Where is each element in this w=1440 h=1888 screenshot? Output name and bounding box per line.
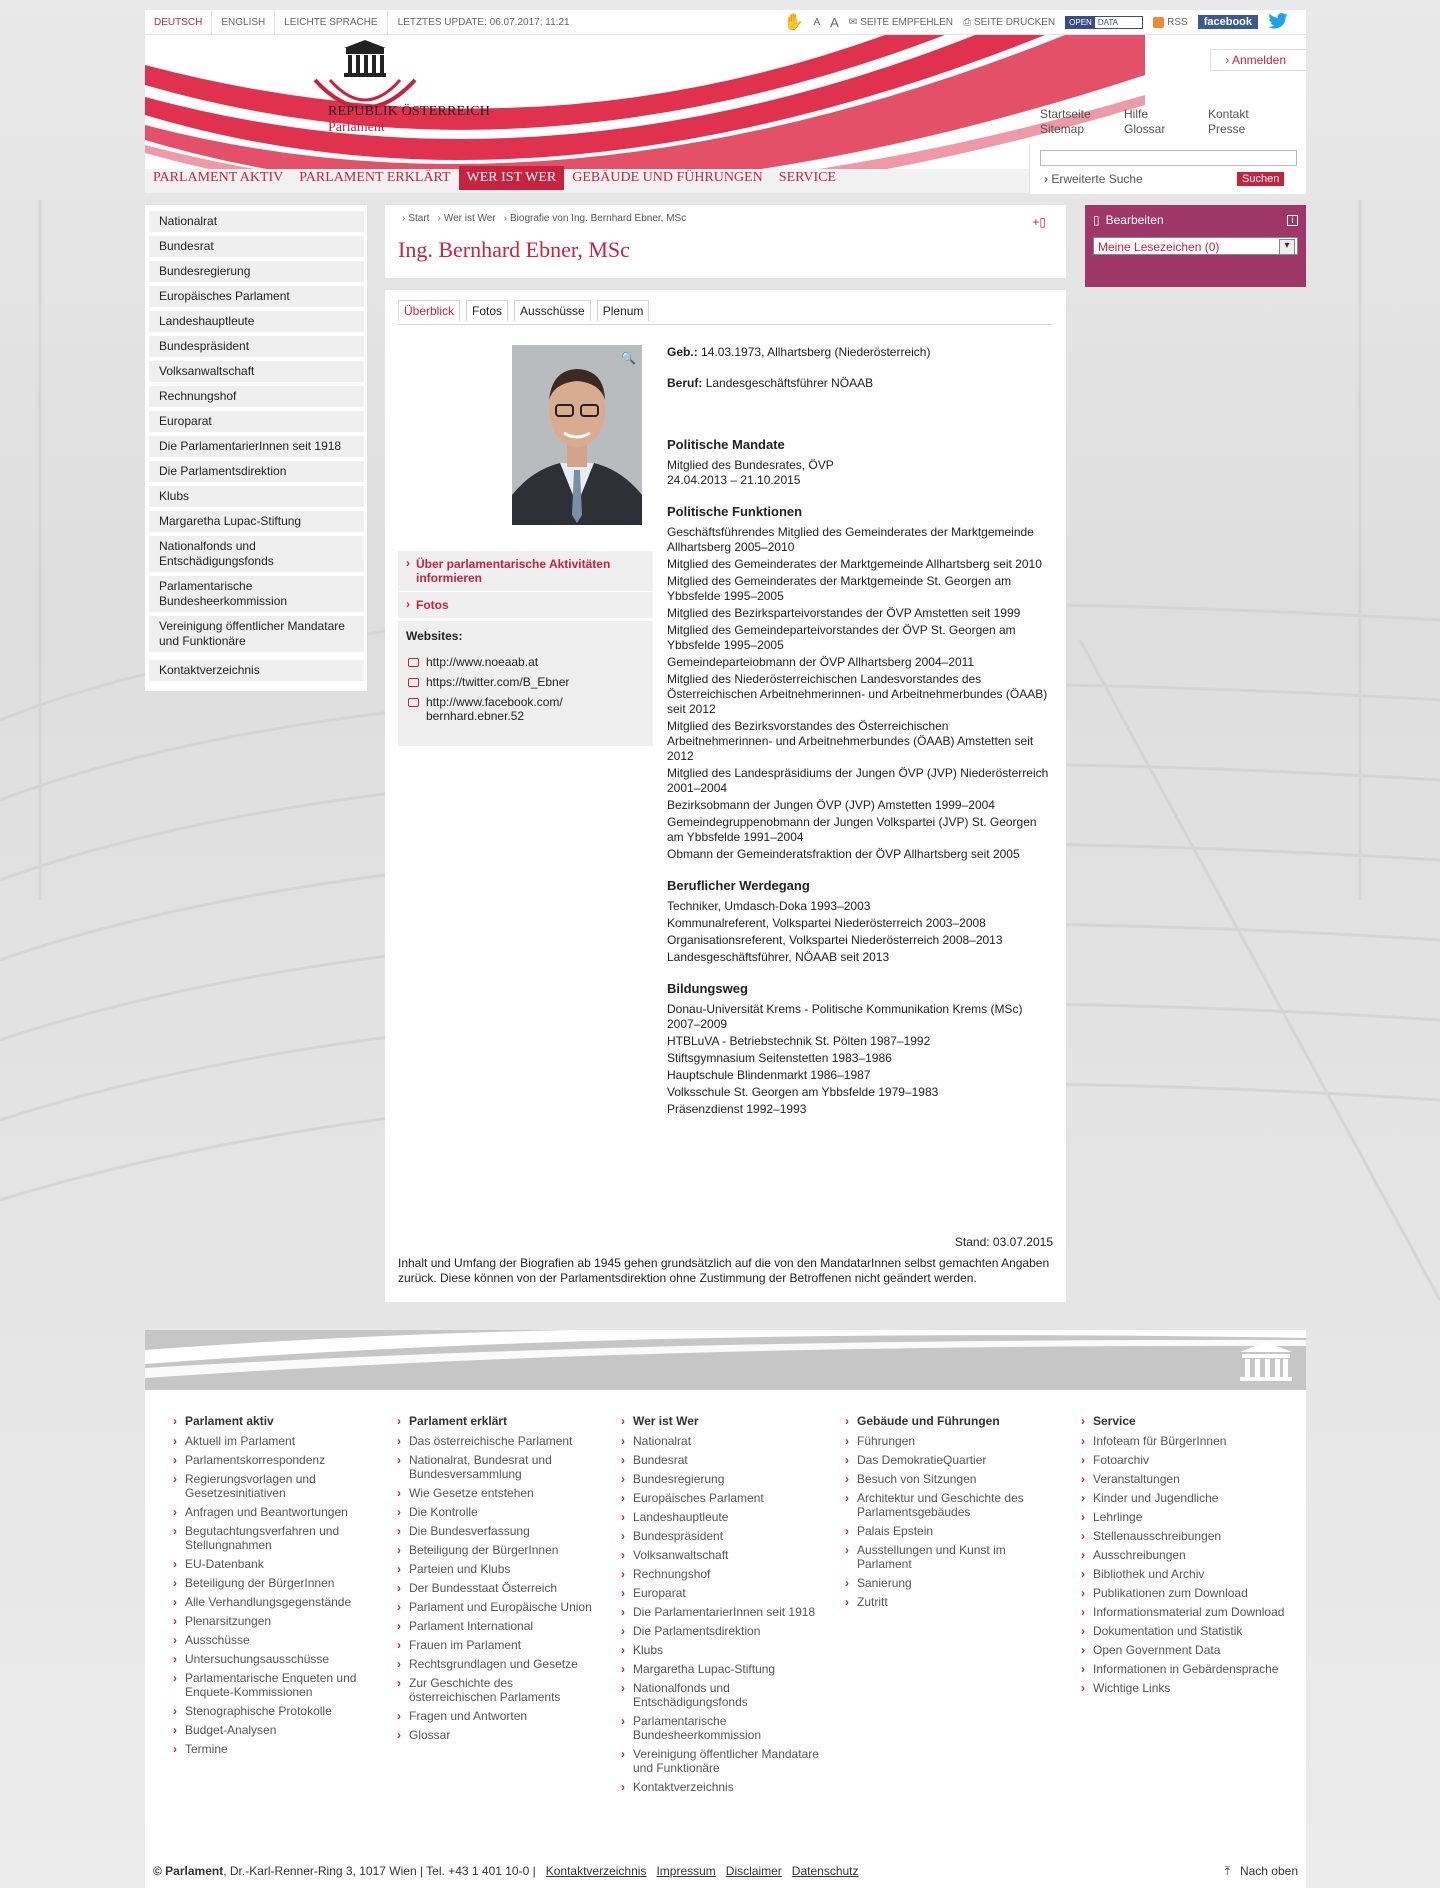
quick-link-sitemap[interactable]: Sitemap	[1040, 122, 1085, 136]
sidebar-item[interactable]: Rechnungshof	[149, 386, 364, 407]
footer-link-kontakt[interactable]: Kontaktverzeichnis	[545, 1864, 647, 1878]
login-label: Anmelden	[1231, 53, 1286, 67]
footer-columns	[173, 1414, 1285, 1799]
footer-link[interactable]: › Publikationen zum Download	[1081, 1586, 1286, 1600]
spacer	[667, 490, 1055, 504]
advanced-search-link[interactable]: › Erweiterte Suche	[1044, 172, 1143, 186]
footer-link[interactable]: › Architektur und Geschichte des Parlamentsgebäudes	[845, 1491, 1050, 1519]
footer-link[interactable]: › Informationen in Gebärdensprache	[1081, 1662, 1286, 1676]
logo-line-2: Parlament	[328, 120, 385, 135]
footer-link[interactable]: › Rechtsgrundlagen und Gesetze	[397, 1657, 602, 1671]
footer-link[interactable]: › Regierungsvorlagen und Gesetzesinitiativen	[173, 1472, 378, 1500]
sidebar-item[interactable]: Die Parlamentsdirektion	[149, 461, 364, 482]
footer-column-title[interactable]: › Parlament erklärt	[397, 1414, 621, 1428]
sidebar-item[interactable]: Nationalrat	[149, 211, 364, 232]
facebook-link[interactable]: facebook	[1198, 15, 1258, 29]
footer-link[interactable]: › Lehrlinge	[1081, 1510, 1286, 1524]
search-button[interactable]: Suchen	[1237, 172, 1284, 186]
nav-parlament-erklaert[interactable]: PARLAMENT ERKLÄRT	[299, 170, 451, 185]
sidebar-item[interactable]: Nationalfonds und Entschädigungsfonds	[149, 536, 364, 572]
portrait-photo[interactable]	[512, 345, 642, 525]
parliament-logo-icon[interactable]	[310, 40, 420, 113]
open-data-label-2: DATA	[1097, 17, 1118, 27]
footer-link[interactable]: › EU-Datenbank	[173, 1557, 378, 1571]
copyright-bold: © Parlament	[153, 1864, 224, 1878]
tab-ausschuesse[interactable]: Ausschüsse	[514, 300, 591, 321]
sidebar-item[interactable]: Europarat	[149, 411, 364, 432]
website-link[interactable]: http://www.facebook.com/ bernhard.ebner.52	[406, 695, 566, 723]
nav-gebaeude-fuehrungen[interactable]: GEBÄUDE UND FÜHRUNGEN	[572, 170, 763, 185]
activities-link[interactable]: › Über parlamentarische Aktivitäten informieren	[398, 551, 653, 591]
footer-column	[845, 1414, 1081, 1799]
back-to-top-label: Nach oben	[1239, 1864, 1298, 1878]
job-label: Beruf:	[667, 376, 703, 390]
sidebar-item[interactable]: Landeshauptleute	[149, 311, 364, 332]
footer-link[interactable]: › Parlamentarische Bundesheerkommission	[621, 1714, 826, 1742]
footer-link[interactable]: › Anfragen und Beantwortungen	[173, 1505, 378, 1519]
rss-icon	[1153, 17, 1164, 28]
footer-link-disclaimer[interactable]: Disclaimer	[725, 1864, 782, 1878]
quick-link-kontakt[interactable]: Kontakt	[1208, 107, 1249, 121]
sidebar-item[interactable]: Europäisches Parlament	[149, 286, 364, 307]
footer-link[interactable]: › Untersuchungsausschüsse	[173, 1652, 378, 1666]
footer-link[interactable]: › Bundesregierung	[621, 1472, 826, 1486]
sidebar-item[interactable]: Bundespräsident	[149, 336, 364, 357]
disclaimer-note: Inhalt und Umfang der Biografien ab 1945 gehen grundsätzlich auf die von den MandatarInnen selbst gemachten Angaben zurück. Diese können von der Parlamentsdirektion ohne Zustimmung der Betroffenen nicht geändert werden.	[398, 1256, 1050, 1285]
add-bookmark-icon[interactable]: +▯	[1032, 215, 1046, 229]
section-title: Politische Funktionen	[667, 504, 803, 519]
section-item: Präsenzdienst 1992–1993	[667, 1102, 807, 1116]
search-input[interactable]	[1040, 150, 1297, 166]
advanced-search-label: Erweiterte Suche	[1051, 172, 1143, 186]
quick-link-hilfe[interactable]: Hilfe	[1124, 107, 1149, 121]
websites-box	[398, 621, 653, 746]
main-nav	[145, 166, 844, 190]
sign-language-icon[interactable]: ✋	[783, 14, 804, 31]
footer-link[interactable]: › Die ParlamentarierInnen seit 1918	[621, 1605, 826, 1619]
open-data-link[interactable]	[1065, 16, 1143, 29]
section-title: Politische Mandate	[667, 437, 785, 452]
bookmarks-title[interactable]: Bearbeiten	[1105, 213, 1164, 227]
website-link[interactable]: http://www.noeaab.at	[406, 655, 645, 669]
footer-link[interactable]: › Kinder und Jugendliche	[1081, 1491, 1286, 1505]
footer-link[interactable]: › Der Bundesstaat Österreich	[397, 1581, 602, 1595]
footer-column	[1081, 1414, 1285, 1799]
footer-column-title[interactable]: › Parlament aktiv	[173, 1414, 397, 1428]
footer-link[interactable]: › Fragen und Antworten	[397, 1709, 602, 1723]
lang-english[interactable]: ENGLISH	[212, 10, 275, 35]
sidebar-item[interactable]: Volksanwaltschaft	[149, 361, 364, 382]
bookmark-icon: ▯	[1093, 213, 1100, 227]
spacer	[667, 967, 1055, 981]
footer-link[interactable]: › Veranstaltungen	[1081, 1472, 1286, 1486]
font-size-small[interactable]: A	[813, 16, 821, 28]
footer-link[interactable]: › Nationalrat, Bundesrat und Bundesversammlung	[397, 1453, 602, 1481]
quick-link-glossar[interactable]: Glossar	[1124, 122, 1166, 136]
tab-bar	[398, 300, 649, 321]
footer-link[interactable]: › Sanierung	[845, 1576, 1050, 1590]
section-item: HTBLuVA - Betriebstechnik St. Pölten 1987–1992	[667, 1034, 931, 1048]
footer-link[interactable]: › Beteiligung der BürgerInnen	[397, 1543, 602, 1557]
section-item: Mitglied des Niederösterreichischen Landesvorstandes des Österreichischen Arbeitnehmerinnen- und Arbeitnehmerbundes (ÖAAB) seit 2012	[667, 672, 1048, 716]
footer-link[interactable]: › Klubs	[621, 1643, 826, 1657]
footer-column-title[interactable]: › Wer ist Wer	[621, 1414, 845, 1428]
bookmarks-header	[1093, 213, 1298, 227]
sidebar-item[interactable]: Margaretha Lupac-Stiftung	[149, 511, 364, 532]
section-item: Donau-Universität Krems - Politische Kommunikation Krems (MSc) 2007–2009	[667, 1002, 1023, 1031]
sidebar-item[interactable]: Vereinigung öffentlicher Mandatare und Funktionäre	[149, 616, 364, 652]
footer-link[interactable]: › Alle Verhandlungsgegenstände	[173, 1595, 378, 1609]
footer-link[interactable]: › Ausstellungen und Kunst im Parlament	[845, 1543, 1050, 1571]
print-label: SEITE DRUCKEN	[974, 16, 1056, 28]
footer-link[interactable]: › Nationalfonds und Entschädigungsfonds	[621, 1681, 826, 1709]
lang-easy[interactable]: LEICHTE SPRACHE	[275, 10, 387, 35]
section-item: Hauptschule Blindenmarkt 1986–1987	[667, 1068, 871, 1082]
footer-link[interactable]: › Plenarsitzungen	[173, 1614, 378, 1628]
footer-link[interactable]: › Zur Geschichte des österreichischen Parlaments	[397, 1676, 602, 1704]
footer-link[interactable]: › Parlamentarische Enqueten und Enquete-Kommissionen	[173, 1671, 378, 1699]
sidebar-item[interactable]: Die ParlamentarierInnen seit 1918	[149, 436, 364, 457]
footer-link[interactable]: › Führungen	[845, 1434, 1050, 1448]
title-panel	[385, 205, 1066, 278]
spacer	[667, 393, 1055, 437]
footer-column-title[interactable]: › Service	[1081, 1414, 1281, 1428]
tab-ueberblick[interactable]: Überblick	[398, 300, 460, 321]
footer-link[interactable]: › Zutritt	[845, 1595, 1050, 1609]
section-item: Volksschule St. Georgen am Ybbsfelde 1979–1983	[667, 1085, 939, 1099]
back-to-top-link[interactable]	[1225, 1864, 1298, 1879]
zoom-icon[interactable]: 🔍	[621, 351, 636, 365]
footer-link[interactable]: › Bundespräsident	[621, 1529, 826, 1543]
footer-link[interactable]: › Europäisches Parlament	[621, 1491, 826, 1505]
footer-link[interactable]: › Die Bundesverfassung	[397, 1524, 602, 1538]
footer-column	[173, 1414, 397, 1799]
biography-details	[667, 345, 1055, 1119]
breadcrumb-current: › Biografie von Ing. Bernhard Ebner, MSc	[504, 213, 687, 224]
sidebar-item[interactable]: Klubs	[149, 486, 364, 507]
footer-column	[397, 1414, 621, 1799]
footer-link[interactable]: › Begutachtungsverfahren und Stellungnahmen	[173, 1524, 378, 1552]
footer-link[interactable]: › Aktuell im Parlament	[173, 1434, 378, 1448]
footer-link[interactable]: › Frauen im Parlament	[397, 1638, 602, 1652]
breadcrumb-wer-ist-wer[interactable]: › Wer ist Wer	[437, 213, 495, 224]
footer-link[interactable]: › Open Government Data	[1081, 1643, 1286, 1657]
section-item: Gemeindegruppenobmann der Jungen Volkspartei (JVP) St. Georgen am Ybbsfelde 1991–2004	[667, 815, 1037, 844]
born-value: 14.03.1973, Allhartsberg (Niederösterreich)	[701, 345, 931, 359]
footer-link[interactable]: › Dokumentation und Statistik	[1081, 1624, 1286, 1638]
bookmarks-box	[1085, 205, 1306, 287]
nav-wer-ist-wer[interactable]: WER IST WER	[459, 166, 565, 190]
footer-link[interactable]: › Parlament und Europäische Union	[397, 1600, 602, 1614]
footer-link[interactable]: › Besuch von Sitzungen	[845, 1472, 1050, 1486]
footer-link[interactable]: › Glossar	[397, 1728, 602, 1742]
section-title: Beruflicher Werdegang	[667, 878, 810, 893]
footer-link[interactable]: › Budget-Analysen	[173, 1723, 378, 1737]
footer-column	[621, 1414, 845, 1799]
section-item: Organisationsreferent, Volkspartei Niederösterreich 2008–2013	[667, 933, 1003, 947]
recommend-label: SEITE EMPFEHLEN	[860, 16, 954, 28]
sidebar-item[interactable]: Bundesregierung	[149, 261, 364, 282]
arrow-up-icon: ⤒	[1224, 1864, 1230, 1878]
search-box	[1029, 144, 1306, 194]
section-item: Mitglied des Gemeinderates der Marktgemeinde St. Georgen am Ybbsfelde 1995–2005	[667, 574, 1012, 603]
font-size-large[interactable]: A	[830, 14, 839, 30]
print-page-link[interactable]	[963, 17, 1055, 28]
address: , Dr.-Karl-Renner-Ring 3, 1017 Wien | Tel. +43 1 401 10-0 |	[223, 1864, 536, 1878]
section-item: Stiftsgymnasium Seitenstetten 1983–1986	[667, 1051, 892, 1065]
open-data-label-1: OPEN	[1066, 17, 1095, 28]
section-item: Geschäftsführendes Mitglied des Gemeinderates der Marktgemeinde Allhartsberg 2005–2010	[667, 525, 1034, 554]
printer-icon: ⎙	[963, 16, 972, 28]
footer-link[interactable]: › Die Parlamentsdirektion	[621, 1624, 826, 1638]
footer-link[interactable]: › Parteien und Klubs	[397, 1562, 602, 1576]
recommend-page-link[interactable]	[849, 17, 953, 28]
twitter-icon[interactable]	[1268, 13, 1288, 32]
footer-link[interactable]: › Nationalrat	[621, 1434, 826, 1448]
footer-link[interactable]: › Palais Epstein	[845, 1524, 1050, 1538]
section-item: Mitglied des Gemeindeparteivorstandes der ÖVP St. Georgen am Ybbsfelde 1995–2005	[667, 623, 1016, 652]
section-item: Kommunalreferent, Volkspartei Niederösterreich 2003–2008	[667, 916, 986, 930]
tab-divider	[398, 324, 1053, 325]
spacer	[667, 362, 1055, 376]
footer-banner	[145, 1330, 1306, 1390]
footer-link[interactable]: › Parlamentskorrespondenz	[173, 1453, 378, 1467]
footer-link[interactable]: › Infoteam für BürgerInnen	[1081, 1434, 1286, 1448]
footer-link[interactable]: › Rechnungshof	[621, 1567, 826, 1581]
portrait-image	[512, 345, 642, 525]
footer-link[interactable]: › Das DemokratieQuartier	[845, 1453, 1050, 1467]
nav-parlament-aktiv[interactable]: PARLAMENT AKTIV	[153, 170, 284, 185]
section-item: Landesgeschäftsführer, NÖAAB seit 2013	[667, 950, 890, 964]
lang-deutsch[interactable]: DEUTSCH	[145, 10, 212, 35]
bookmarks-select[interactable]: Meine Lesezeichen (0) ▾	[1093, 237, 1298, 255]
footer-link[interactable]: › Margaretha Lupac-Stiftung	[621, 1662, 826, 1676]
footer-link[interactable]: › Parlament International	[397, 1619, 602, 1633]
sidebar-item[interactable]: Kontaktverzeichnis	[149, 660, 364, 681]
info-icon[interactable]: i	[1287, 215, 1298, 226]
footer-link[interactable]: › Informationsmaterial zum Download	[1081, 1605, 1286, 1619]
photos-link[interactable]: › Fotos	[398, 592, 653, 618]
section-item: Mitglied des Bezirksvorstandes des Österreichischen Arbeitnehmerinnen- und Arbeitnehmerbundes (ÖAAB) Amstetten seit 2012	[667, 719, 1034, 763]
footer-link[interactable]: › Wichtige Links	[1081, 1681, 1286, 1695]
footer-link[interactable]: › Fotoarchiv	[1081, 1453, 1286, 1467]
footer-link[interactable]: › Kontaktverzeichnis	[621, 1780, 826, 1794]
footer-link[interactable]: › Termine	[173, 1742, 378, 1756]
sidebar	[145, 205, 367, 691]
footer-parliament-icon	[1236, 1342, 1296, 1382]
quick-link-startseite[interactable]: Startseite	[1040, 107, 1091, 121]
section-item: Techniker, Umdasch-Doka 1993–2003	[667, 899, 871, 913]
utility-bar	[145, 10, 1306, 35]
footer-link-impressum[interactable]: Impressum	[656, 1864, 716, 1878]
nav-service[interactable]: SERVICE	[778, 170, 837, 185]
rss-link[interactable]	[1153, 17, 1188, 28]
job-row	[667, 376, 1055, 391]
section-item: Mitglied des Landespräsidiums der Jungen ÖVP (JVP) Niederösterreich 2001–2004	[667, 766, 1049, 795]
footer-column-title[interactable]: › Gebäude und Führungen	[845, 1414, 1081, 1428]
footer-link[interactable]: › Volksanwaltschaft	[621, 1548, 826, 1562]
job-value: Landesgeschäftsführer NÖAAB	[705, 376, 874, 390]
quick-link-presse[interactable]: Presse	[1208, 122, 1246, 136]
section-title: Bildungsweg	[667, 981, 748, 996]
breadcrumb	[402, 213, 686, 224]
footer-copyright	[153, 1864, 536, 1879]
section-item: Gemeindeparteiobmann der ÖVP Allhartsberg 2004–2011	[667, 655, 975, 669]
section-item: Mitglied des Gemeinderates der Marktgemeinde Allhartsberg seit 2010	[667, 557, 1042, 571]
section-item: Bezirksobmann der Jungen ÖVP (JVP) Amstetten 1999–2004	[667, 798, 995, 812]
websites-label: Websites:	[406, 629, 463, 643]
stand-date: Stand: 03.07.2015	[954, 1235, 1053, 1249]
born-row	[667, 345, 1055, 360]
footer-link[interactable]: › Bundesrat	[621, 1453, 826, 1467]
tab-fotos[interactable]: Fotos	[466, 300, 508, 321]
biography-panel	[385, 290, 1066, 1302]
quick-links	[1040, 107, 1292, 136]
page-title: Ing. Bernhard Ebner, MSc	[398, 237, 630, 262]
footer-link[interactable]: › Wie Gesetze entstehen	[397, 1486, 602, 1500]
footer-link[interactable]: › Das österreichische Parlament	[397, 1434, 602, 1448]
footer-link[interactable]: › Ausschreibungen	[1081, 1548, 1286, 1562]
footer-link[interactable]: › Beteiligung der BürgerInnen	[173, 1576, 378, 1590]
footer-link[interactable]: › Ausschüsse	[173, 1633, 378, 1647]
last-update: LETZTES UPDATE: 06.07.2017; 11:21	[397, 16, 570, 28]
footer-bottom	[153, 1864, 1298, 1879]
breadcrumb-start[interactable]: › Start	[402, 213, 429, 224]
footer-link[interactable]: › Europarat	[621, 1586, 826, 1600]
sidebar-item[interactable]: Bundesrat	[149, 236, 364, 257]
rss-label: RSS	[1167, 16, 1188, 28]
footer-link[interactable]: › Die Kontrolle	[397, 1505, 602, 1519]
footer-link[interactable]: › Stenographische Protokolle	[173, 1704, 378, 1718]
section-item: Mitglied des Bundesrates, ÖVP 24.04.2013 – 21.10.2015	[667, 458, 834, 487]
website-link[interactable]: https://twitter.com/B_Ebner	[406, 675, 645, 689]
footer-link[interactable]: › Bibliothek und Archiv	[1081, 1567, 1286, 1581]
tab-plenum[interactable]: Plenum	[597, 300, 650, 321]
footer-link[interactable]: › Stellenausschreibungen	[1081, 1529, 1286, 1543]
logo-line-1: REPUBLIK ÖSTERREICH	[328, 104, 491, 119]
login-button[interactable]: › Anmelden	[1210, 49, 1306, 71]
section-item: Mitglied des Bezirksparteivorstandes der ÖVP Amstetten seit 1999	[667, 606, 1021, 620]
section-item: Obmann der Gemeinderatsfraktion der ÖVP Allhartsberg seit 2005	[667, 847, 1020, 861]
born-label: Geb.:	[667, 345, 698, 359]
footer-link-datenschutz[interactable]: Datenschutz	[791, 1864, 859, 1878]
mail-icon: ✉	[848, 16, 858, 28]
sidebar-item[interactable]: Parlamentarische Bundesheerkommission	[149, 576, 364, 612]
site-footer	[145, 1330, 1306, 1888]
footer-link[interactable]: › Vereinigung öffentlicher Mandatare und Funktionäre	[621, 1747, 826, 1775]
site-logo-text[interactable]	[328, 104, 490, 136]
footer-swoosh-graphic	[145, 1330, 1306, 1390]
footer-link[interactable]: › Landeshauptleute	[621, 1510, 826, 1524]
spacer	[667, 864, 1055, 878]
